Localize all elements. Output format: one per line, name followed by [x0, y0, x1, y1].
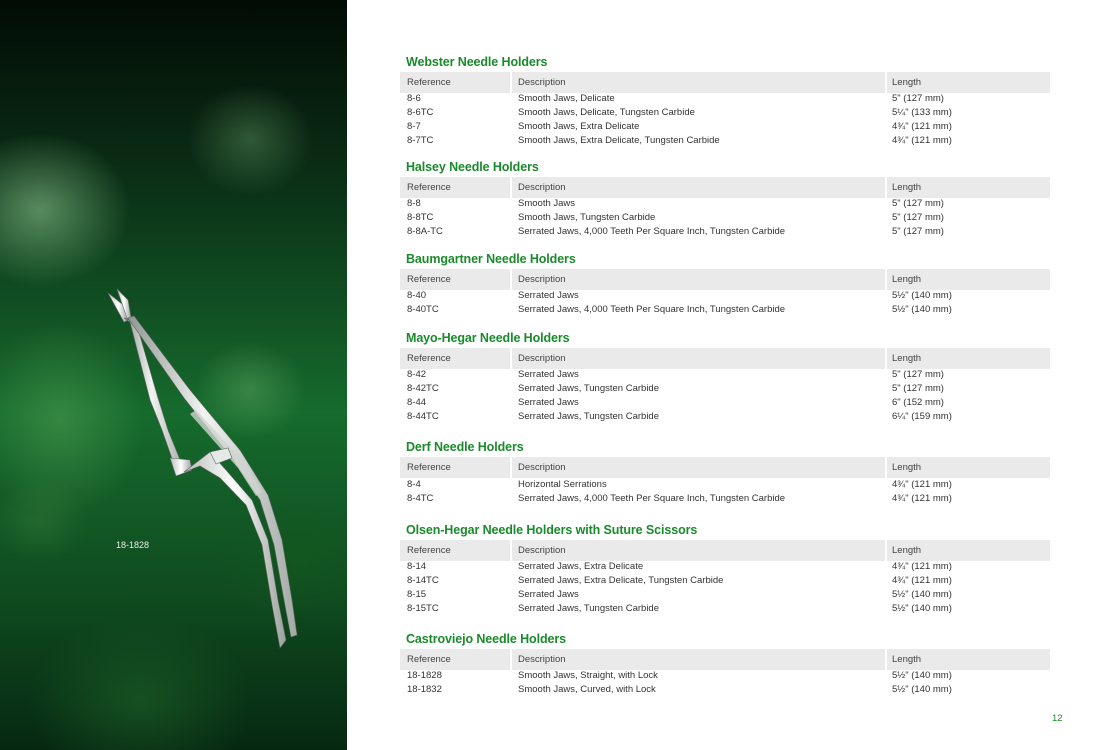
length-cell: 4¾" (121 mm) [892, 561, 952, 572]
header-reference: Reference [407, 545, 451, 556]
table-row [400, 134, 1050, 148]
table-row [400, 396, 1050, 410]
length-cell: 6¼" (159 mm) [892, 411, 952, 422]
table-header [400, 72, 1050, 93]
table-header [400, 457, 1050, 478]
length-cell: 5" (127 mm) [892, 383, 944, 394]
description-cell: Serrated Jaws [518, 397, 579, 408]
header-description: Description [518, 77, 566, 88]
description-cell: Smooth Jaws, Delicate, Tungsten Carbide [518, 107, 695, 118]
section-title: Derf Needle Holders [406, 440, 524, 454]
header-description: Description [518, 654, 566, 665]
description-cell: Serrated Jaws, Tungsten Carbide [518, 411, 659, 422]
table-row [400, 669, 1050, 683]
table-row [400, 368, 1050, 382]
header-description: Description [518, 274, 566, 285]
description-cell: Smooth Jaws, Delicate [518, 93, 615, 104]
description-cell: Smooth Jaws, Extra Delicate [518, 121, 640, 132]
length-cell: 4¾" (121 mm) [892, 121, 952, 132]
table-row [400, 225, 1050, 239]
description-cell: Smooth Jaws, Extra Delicate, Tungsten Carbide [518, 135, 720, 146]
reference-cell: 8-44TC [407, 411, 439, 422]
reference-cell: 8-8TC [407, 212, 434, 223]
figure-label: 18-1828 [116, 540, 150, 550]
section-title: Castroviejo Needle Holders [406, 632, 566, 646]
header-reference: Reference [407, 182, 451, 193]
table-row [400, 303, 1050, 317]
table-row [400, 211, 1050, 225]
reference-cell: 8-6TC [407, 107, 434, 118]
page-number: 12 [1052, 713, 1063, 724]
description-cell: Smooth Jaws [518, 198, 576, 209]
column-divider [885, 72, 887, 93]
description-cell: Serrated Jaws, Tungsten Carbide [518, 603, 659, 614]
table-row [400, 588, 1050, 602]
header-length: Length [892, 545, 922, 556]
table-row [400, 106, 1050, 120]
column-divider [885, 177, 887, 198]
reference-cell: 8-40TC [407, 304, 439, 315]
section-title: Olsen-Hegar Needle Holders with Suture Scissors [406, 523, 698, 537]
description-cell: Serrated Jaws [518, 369, 579, 380]
reference-cell: 8-15 [407, 589, 427, 600]
table-header [400, 348, 1050, 369]
column-divider [885, 348, 887, 369]
header-reference: Reference [407, 353, 451, 364]
reference-cell: 8-14 [407, 561, 427, 572]
reference-cell: 8-8A-TC [407, 226, 443, 237]
reference-cell: 18-1828 [407, 670, 442, 681]
table-row [400, 382, 1050, 396]
column-divider [885, 457, 887, 478]
length-cell: 5¼" (133 mm) [892, 107, 952, 118]
column-divider [510, 540, 512, 561]
table-header [400, 269, 1050, 290]
header-reference: Reference [407, 654, 451, 665]
table-row [400, 602, 1050, 616]
column-divider [510, 348, 512, 369]
header-description: Description [518, 462, 566, 473]
length-cell: 4¾" (121 mm) [892, 479, 952, 490]
table-row [400, 197, 1050, 211]
photo-panel [0, 0, 347, 750]
header-reference: Reference [407, 77, 451, 88]
description-cell: Smooth Jaws, Curved, with Lock [518, 684, 656, 695]
reference-cell: 8-8 [407, 198, 421, 209]
header-length: Length [892, 77, 922, 88]
header-length: Length [892, 353, 922, 364]
table-row [400, 574, 1050, 588]
table-row [400, 92, 1050, 106]
length-cell: 5½" (140 mm) [892, 304, 952, 315]
length-cell: 5½" (140 mm) [892, 684, 952, 695]
description-cell: Horizontal Serrations [518, 479, 607, 490]
description-cell: Serrated Jaws, 4,000 Teeth Per Square Inch, Tungsten Carbide [518, 304, 786, 315]
section-title: Webster Needle Holders [406, 55, 548, 69]
header-length: Length [892, 182, 922, 193]
length-cell: 5" (127 mm) [892, 369, 944, 380]
table-row [400, 492, 1050, 506]
table-row [400, 683, 1050, 697]
reference-cell: 8-40 [407, 290, 427, 301]
description-cell: Serrated Jaws, 4,000 Teeth Per Square Inch, Tungsten Carbide [518, 493, 786, 504]
reference-cell: 8-42 [407, 369, 427, 380]
reference-cell: 8-6 [407, 93, 421, 104]
header-length: Length [892, 654, 922, 665]
description-cell: Serrated Jaws [518, 589, 579, 600]
table-row [400, 478, 1050, 492]
reference-cell: 8-42TC [407, 383, 439, 394]
reference-cell: 8-15TC [407, 603, 439, 614]
header-description: Description [518, 182, 566, 193]
column-divider [510, 457, 512, 478]
length-cell: 5" (127 mm) [892, 198, 944, 209]
reference-cell: 18-1832 [407, 684, 442, 695]
reference-cell: 8-14TC [407, 575, 439, 586]
length-cell: 4¾" (121 mm) [892, 493, 952, 504]
table-row [400, 560, 1050, 574]
section-title: Halsey Needle Holders [406, 160, 539, 174]
length-cell: 6" (152 mm) [892, 397, 944, 408]
header-reference: Reference [407, 274, 451, 285]
length-cell: 5½" (140 mm) [892, 670, 952, 681]
column-divider [510, 177, 512, 198]
header-description: Description [518, 545, 566, 556]
description-cell: Smooth Jaws, Straight, with Lock [518, 670, 658, 681]
description-cell: Smooth Jaws, Tungsten Carbide [518, 212, 656, 223]
reference-cell: 8-7TC [407, 135, 434, 146]
reference-cell: 8-44 [407, 397, 427, 408]
length-cell: 5½" (140 mm) [892, 589, 952, 600]
description-cell: Serrated Jaws, Tungsten Carbide [518, 383, 659, 394]
table-header [400, 177, 1050, 198]
table-header [400, 540, 1050, 561]
table-header [400, 649, 1050, 670]
column-divider [885, 269, 887, 290]
description-cell: Serrated Jaws [518, 290, 579, 301]
needle-holder-image [0, 0, 347, 750]
header-reference: Reference [407, 462, 451, 473]
header-length: Length [892, 274, 922, 285]
length-cell: 5½" (140 mm) [892, 603, 952, 614]
table-row [400, 289, 1050, 303]
reference-cell: 8-4 [407, 479, 421, 490]
header-length: Length [892, 462, 922, 473]
reference-cell: 8-7 [407, 121, 421, 132]
description-cell: Serrated Jaws, 4,000 Teeth Per Square Inch, Tungsten Carbide [518, 226, 786, 237]
length-cell: 5" (127 mm) [892, 226, 944, 237]
reference-cell: 8-4TC [407, 493, 434, 504]
table-row [400, 410, 1050, 424]
header-description: Description [518, 353, 566, 364]
section-title: Mayo-Hegar Needle Holders [406, 331, 570, 345]
column-divider [510, 269, 512, 290]
column-divider [510, 649, 512, 670]
table-row [400, 120, 1050, 134]
description-cell: Serrated Jaws, Extra Delicate, Tungsten Carbide [518, 575, 724, 586]
column-divider [510, 72, 512, 93]
length-cell: 4¾" (121 mm) [892, 135, 952, 146]
column-divider [885, 540, 887, 561]
column-divider [885, 649, 887, 670]
section-title: Baumgartner Needle Holders [406, 252, 576, 266]
description-cell: Serrated Jaws, Extra Delicate [518, 561, 644, 572]
length-cell: 5½" (140 mm) [892, 290, 952, 301]
length-cell: 4¾" (121 mm) [892, 575, 952, 586]
length-cell: 5" (127 mm) [892, 212, 944, 223]
length-cell: 5" (127 mm) [892, 93, 944, 104]
